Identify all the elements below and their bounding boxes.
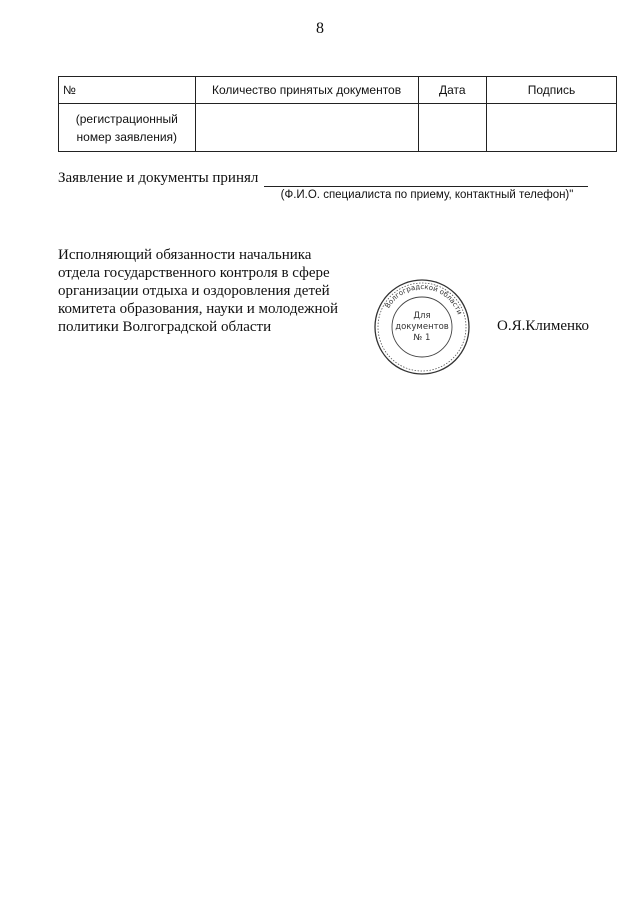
stamp-line1: Для bbox=[413, 311, 431, 321]
signer-name: О.Я.Клименко bbox=[497, 318, 590, 334]
header-number bbox=[59, 77, 196, 104]
position-line: Исполняющий обязанности начальника bbox=[58, 247, 312, 263]
page-number: 8 bbox=[316, 20, 324, 37]
cell-date bbox=[418, 104, 486, 152]
position-line: комитета образования, науки и молодежной bbox=[58, 301, 339, 317]
documents-table bbox=[58, 76, 617, 152]
stamp-outer-text: Волгоградской области bbox=[383, 282, 464, 316]
accepted-underline bbox=[264, 186, 588, 187]
stamp-line2: документов bbox=[395, 322, 449, 332]
header-signature: Подпись bbox=[487, 77, 617, 104]
position-line: политики Волгоградской области bbox=[58, 319, 272, 335]
cell-reg-number bbox=[59, 104, 196, 152]
official-stamp bbox=[372, 277, 472, 377]
table-row bbox=[59, 104, 617, 152]
position-line: отдела государственного контроля в сфере bbox=[58, 265, 330, 281]
accepted-label: Заявление и документы принял bbox=[58, 170, 259, 186]
number-sign: № bbox=[63, 83, 76, 97]
stamp-line3: № 1 bbox=[413, 333, 431, 343]
cell-signature bbox=[487, 104, 617, 152]
position-line: организации отдыха и оздоровления детей bbox=[58, 283, 330, 299]
header-count: Количество принятых документов bbox=[195, 77, 418, 104]
reg-note-line2: номер заявления) bbox=[76, 129, 178, 144]
accepted-hint: (Ф.И.О. специалиста по приему, контактный телефон)" bbox=[280, 189, 574, 201]
header-date: Дата bbox=[418, 77, 486, 104]
table-header-row bbox=[59, 77, 617, 104]
reg-note-line1: (регистрационный bbox=[75, 111, 178, 126]
signatory-position bbox=[58, 246, 358, 336]
cell-count bbox=[195, 104, 418, 152]
